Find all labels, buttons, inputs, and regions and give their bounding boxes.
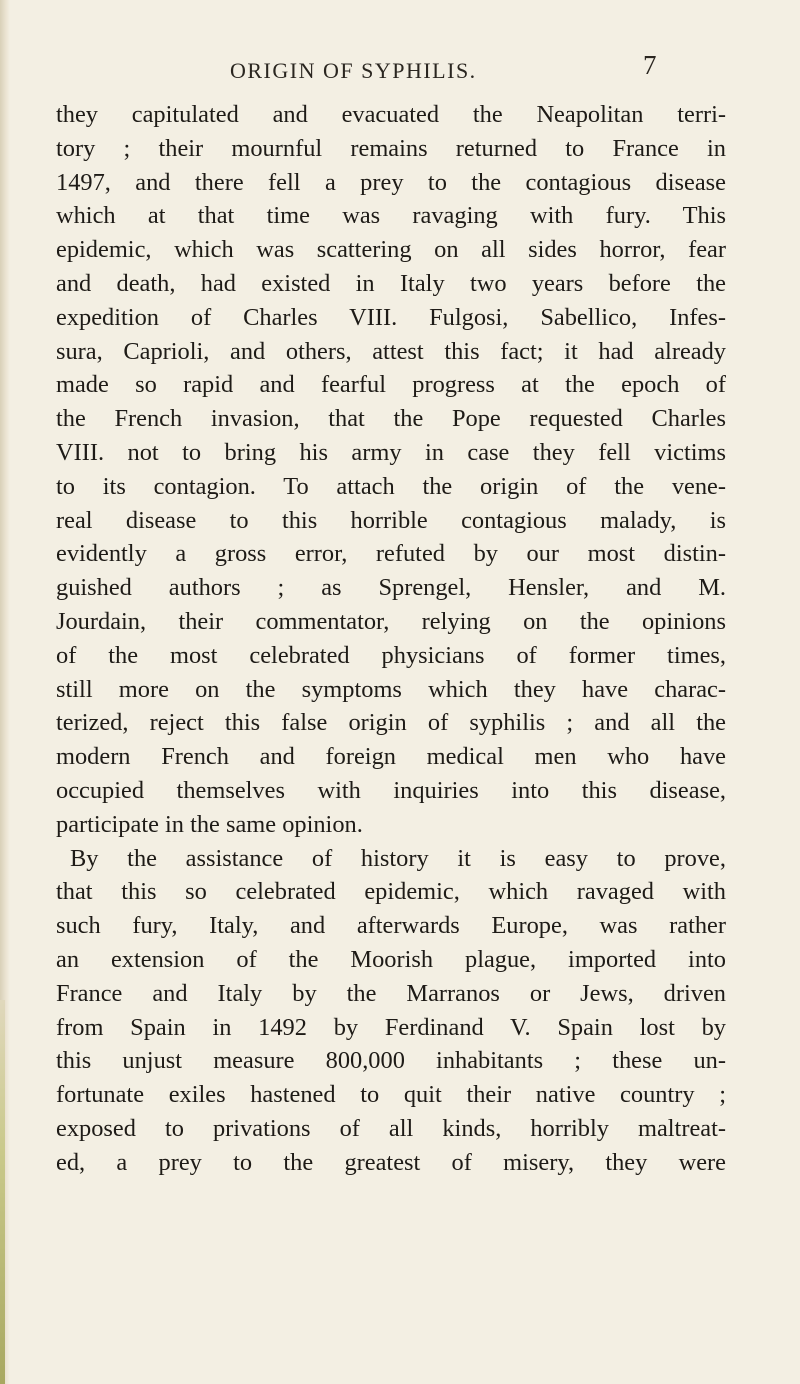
text-line: and death, had existed in Italy two years before the [56, 269, 726, 297]
text-line: terized, reject this false origin of syphilis ; and all the [56, 709, 726, 737]
text-line: they capitulated and evacuated the Neapolitan terri- [56, 101, 726, 128]
text-line: made so rapid and fearful progress at the epoch of [56, 371, 726, 399]
text-line: ed, a prey to the greatest of misery, they were [56, 1148, 726, 1176]
text-line: expedition of Charles VIII. Fulgosi, Sabellico, Infes- [56, 303, 726, 331]
text-line: the French invasion, that the Pope requested Charles [56, 405, 726, 433]
text-line: of the most celebrated physicians of former times, [56, 641, 726, 669]
page-binding-edge-lower [0, 1000, 5, 1384]
text-line: such fury, Italy, and afterwards Europe, was rather [56, 912, 726, 940]
text-line: this unjust measure 800,000 inhabitants ; these un- [56, 1047, 726, 1075]
running-head: ORIGIN OF SYPHILIS. [230, 58, 477, 83]
text-line: fortunate exiles hastened to quit their native country ; [56, 1081, 726, 1109]
text-line: to its contagion. To attach the origin of the vene- [56, 472, 726, 500]
text-line: which at that time was ravaging with fury. This [56, 202, 726, 230]
text-line: occupied themselves with inquiries into this disease, [56, 776, 726, 804]
page-number: 7 [643, 50, 657, 80]
page-header [0, 50, 800, 90]
text-line: participate in the same opinion. [56, 810, 363, 838]
text-line: exposed to privations of all kinds, horribly maltreat- [56, 1114, 726, 1142]
text-line: By the assistance of history it is easy to prove, [70, 844, 726, 872]
text-line: epidemic, which was scattering on all sides horror, fear [56, 236, 726, 264]
body-text [56, 98, 726, 1180]
text-line: tory ; their mournful remains returned to France in [56, 134, 726, 162]
text-line: that this so celebrated epidemic, which ravaged with [56, 878, 726, 906]
text-line: evidently a gross error, refuted by our most distin- [56, 540, 726, 568]
text-line: 1497, and there fell a prey to the contagious disease [56, 168, 726, 196]
text-line: France and Italy by the Marranos or Jews, driven [56, 979, 726, 1007]
text-line: sura, Caprioli, and others, attest this fact; it had already [56, 337, 726, 365]
text-line: Jourdain, their commentator, relying on the opinions [56, 607, 726, 635]
text-line: real disease to this horrible contagious malady, is [56, 506, 726, 534]
text-line: modern French and foreign medical men who have [56, 743, 726, 771]
text-line: an extension of the Moorish plague, imported into [56, 945, 726, 973]
text-line: from Spain in 1492 by Ferdinand V. Spain lost by [56, 1013, 726, 1041]
text-line: VIII. not to bring his army in case they fell victims [56, 438, 726, 466]
text-line: still more on the symptoms which they have charac- [56, 675, 726, 703]
text-line: guished authors ; as Sprengel, Hensler, and M. [56, 574, 726, 602]
